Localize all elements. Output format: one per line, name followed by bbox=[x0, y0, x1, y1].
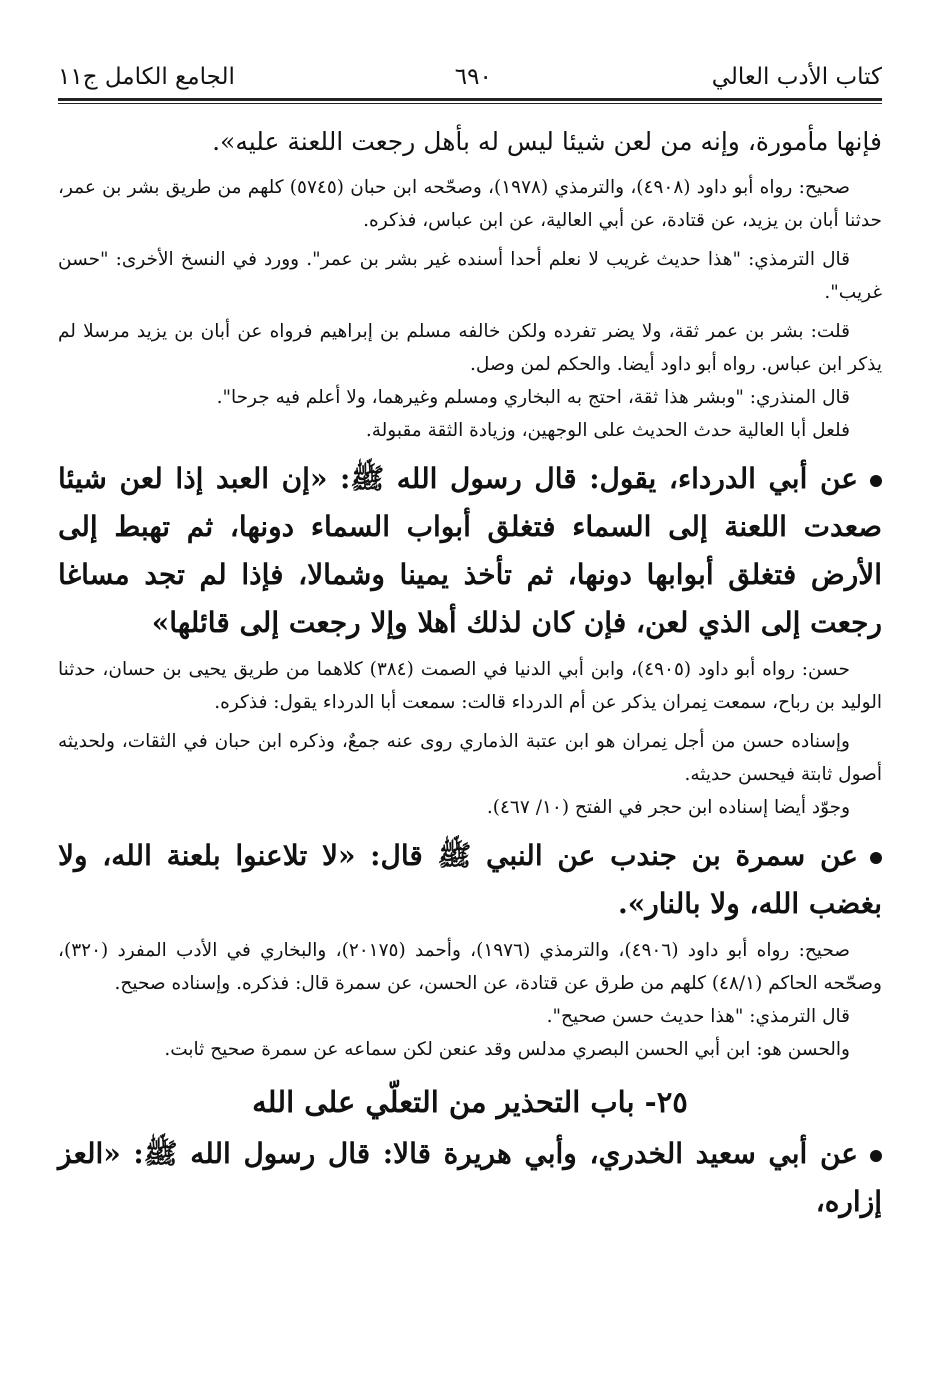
page-body bbox=[58, 118, 882, 1226]
bullet-icon bbox=[870, 475, 882, 487]
header-volume: الجامع الكامل ج١١ bbox=[58, 64, 235, 90]
commentary-paragraph: قال الترمذي: "هذا حديث حسن صحيح". bbox=[546, 1006, 850, 1027]
commentary-paragraph: قال الترمذي: "هذا حديث غريب لا نعلم أحدا أسنده غير بشر بن عمر". وورد في النسخ الأخرى: "حسن غريب". bbox=[58, 249, 882, 303]
commentary-paragraph: قلت: بشر بن عمر ثقة، ولا يضر تفرده ولكن خالفه مسلم بن إبراهيم فرواه عن أبان بن يزيد مرسلا لم يذكر ابن عباس. رواه أبو داود أيضا. والحكم لمن وصل. bbox=[58, 321, 882, 375]
hadith-text: عن سمرة بن جندب عن النبي ﷺ قال: «لا تلاعنوا بلعنة الله، ولا بغضب الله، ولا بالنار». bbox=[58, 839, 882, 920]
chapter-heading: ٢٥- باب التحذير من التعلّي على الله bbox=[252, 1085, 688, 1119]
header-book-title: كتاب الأدب العالي bbox=[711, 64, 882, 90]
takhrij-paragraph: حسن: رواه أبو داود (٤٩٠٥)، وابن أبي الدنيا في الصمت (٣٨٤) كلاهما من طريق يحيى بن حسان، حدثنا الوليد بن رباح، سمعت نِمران يذكر عن أم الدرداء قالت: سمعت أبا الدرداء يقول: فذكره. bbox=[58, 659, 882, 713]
book-page bbox=[58, 58, 882, 1353]
bullet-icon bbox=[870, 852, 882, 864]
hadith-paragraph bbox=[58, 832, 882, 928]
running-header bbox=[58, 58, 882, 92]
commentary-paragraph: والحسن هو: ابن أبي الحسن البصري مدلس وقد عنعن لكن سماعه عن سمرة صحيح ثابت. bbox=[164, 1039, 850, 1060]
hadith-paragraph bbox=[58, 1130, 882, 1226]
commentary-paragraph: قال المنذري: "وبشر هذا ثقة، احتج به البخاري ومسلم وغيرهما، ولا أعلم فيه جرحا". bbox=[216, 387, 850, 408]
bullet-icon bbox=[870, 1150, 882, 1162]
header-rule-thin bbox=[58, 103, 882, 104]
hadith-continuation: فإنها مأمورة، وإنه من لعن شيئا ليس له بأهل رجعت اللعنة عليه». bbox=[212, 127, 882, 156]
takhrij-paragraph: صحيح: رواه أبو داود (٤٩٠٦)، والترمذي (١٩٧٦)، وأحمد (٢٠١٧٥)، والبخاري في الأدب المفرد (٣٢٠)، وصحّحه الحاكم (٤٨/١) كلهم من طرق عن قتادة، عن الحسن، عن سمرة قال: فذكره. وإسناده صحيح. bbox=[58, 940, 882, 994]
commentary-paragraph: وإسناده حسن من أجل نِمران هو ابن عتبة الذماري روى عنه جمعٌ، وذكره ابن حبان في الثقات، ولحديثه أصول ثابتة فيحسن حديثه. bbox=[58, 731, 882, 785]
hadith-text: عن أبي سعيد الخدري، وأبي هريرة قالا: قال رسول الله ﷺ: «العز إزاره، bbox=[58, 1137, 882, 1218]
hadith-paragraph bbox=[58, 455, 882, 647]
header-rule-thick bbox=[58, 98, 882, 101]
takhrij-paragraph: صحيح: رواه أبو داود (٤٩٠٨)، والترمذي (١٩٧٨)، وصحّحه ابن حبان (٥٧٤٥) كلهم من طريق بشر بن عمر، حدثنا أبان بن يزيد، عن قتادة، عن أبي العالية، عن ابن عباس، فذكره. bbox=[58, 177, 882, 231]
hadith-text: عن أبي الدرداء، يقول: قال رسول الله ﷺ: «إن العبد إذا لعن شيئا صعدت اللعنة إلى السماء فتغلق أبواب السماء دونها، ثم تهبط إلى الأرض فتغلق أبوابها دونها، ثم تأخذ يمينا وشمالا، فإذا لم تجد مساغا رجعت إلى الذي لعن، فإن كان لذلك أهلا وإلا رجعت إلى قائلها» bbox=[58, 462, 882, 639]
commentary-paragraph: وجوّد أيضا إسناده ابن حجر في الفتح (١٠/ ٤٦٧). bbox=[486, 797, 850, 818]
page-number: ٦٩٠ bbox=[454, 64, 492, 90]
commentary-paragraph: فلعل أبا العالية حدث الحديث على الوجهين، وزيادة الثقة مقبولة. bbox=[365, 420, 850, 441]
